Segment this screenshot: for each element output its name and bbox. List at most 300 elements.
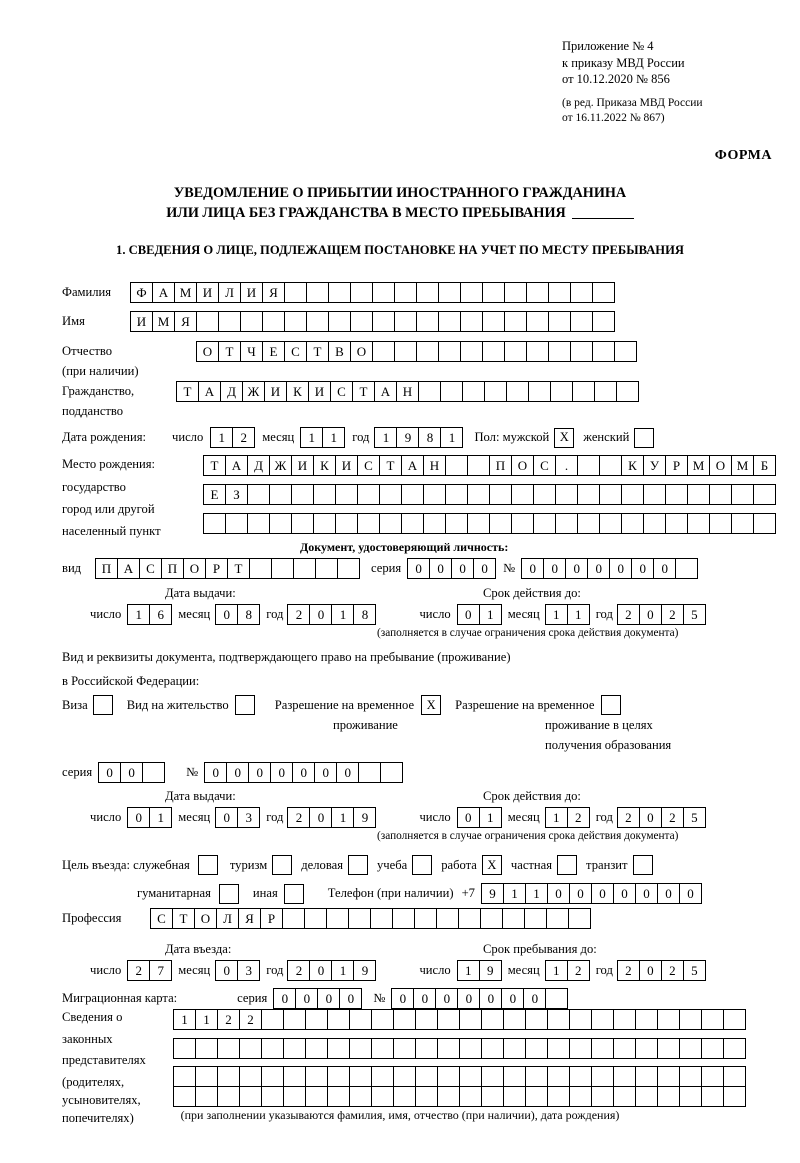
char-cell[interactable] <box>293 558 316 579</box>
char-cell[interactable] <box>305 1038 328 1059</box>
char-cell[interactable] <box>459 1086 482 1107</box>
char-cell[interactable] <box>305 1066 328 1087</box>
char-cell[interactable] <box>239 1066 262 1087</box>
char-cell[interactable] <box>348 908 371 929</box>
char-cell[interactable]: 1 <box>331 960 354 981</box>
char-cell[interactable]: 0 <box>273 988 296 1009</box>
char-cell[interactable] <box>423 484 446 505</box>
char-cell[interactable] <box>482 311 505 332</box>
char-cell[interactable] <box>591 1086 614 1107</box>
char-cell[interactable]: 0 <box>309 604 332 625</box>
char-cell[interactable] <box>370 908 393 929</box>
char-cell[interactable]: П <box>161 558 184 579</box>
char-cell[interactable]: И <box>240 282 263 303</box>
char-cell[interactable] <box>225 513 248 534</box>
char-cell[interactable]: В <box>328 341 351 362</box>
char-cell[interactable]: С <box>357 455 380 476</box>
char-cell[interactable]: 1 <box>331 604 354 625</box>
char-cell[interactable] <box>524 908 547 929</box>
char-cell[interactable] <box>304 908 327 929</box>
char-cell[interactable] <box>480 908 503 929</box>
citizenship-input[interactable] <box>176 381 638 402</box>
char-cell[interactable]: 0 <box>309 960 332 981</box>
char-cell[interactable]: 0 <box>215 960 238 981</box>
char-cell[interactable] <box>599 513 622 534</box>
char-cell[interactable]: 1 <box>331 807 354 828</box>
char-cell[interactable]: И <box>130 311 153 332</box>
char-cell[interactable] <box>545 988 568 1009</box>
char-cell[interactable] <box>503 1038 526 1059</box>
char-cell[interactable]: 0 <box>613 883 636 904</box>
char-cell[interactable] <box>283 1009 306 1030</box>
stay-until-year-input[interactable] <box>617 960 705 981</box>
char-cell[interactable] <box>547 1038 570 1059</box>
char-cell[interactable] <box>635 1009 658 1030</box>
id-series-input[interactable] <box>407 558 495 579</box>
char-cell[interactable]: М <box>731 455 754 476</box>
char-cell[interactable] <box>460 311 483 332</box>
char-cell[interactable] <box>592 282 615 303</box>
name-input[interactable] <box>130 311 614 332</box>
char-cell[interactable] <box>525 1086 548 1107</box>
char-cell[interactable] <box>613 1038 636 1059</box>
char-cell[interactable] <box>349 1066 372 1087</box>
char-cell[interactable] <box>358 762 381 783</box>
char-cell[interactable] <box>195 1086 218 1107</box>
char-cell[interactable]: 1 <box>440 427 463 448</box>
char-cell[interactable] <box>570 311 593 332</box>
stay-valid-day-input[interactable] <box>457 807 501 828</box>
char-cell[interactable] <box>547 1066 570 1087</box>
char-cell[interactable] <box>394 311 417 332</box>
char-cell[interactable] <box>350 282 373 303</box>
char-cell[interactable] <box>315 558 338 579</box>
char-cell[interactable] <box>570 282 593 303</box>
char-cell[interactable] <box>379 484 402 505</box>
char-cell[interactable]: 0 <box>204 762 227 783</box>
char-cell[interactable]: 0 <box>391 988 414 1009</box>
char-cell[interactable]: 1 <box>195 1009 218 1030</box>
char-cell[interactable]: Д <box>247 455 270 476</box>
char-cell[interactable] <box>196 311 219 332</box>
char-cell[interactable] <box>445 484 468 505</box>
char-cell[interactable] <box>504 282 527 303</box>
char-cell[interactable]: 0 <box>569 883 592 904</box>
char-cell[interactable]: 0 <box>413 988 436 1009</box>
char-cell[interactable]: 1 <box>300 427 323 448</box>
char-cell[interactable]: И <box>196 282 219 303</box>
char-cell[interactable] <box>679 1066 702 1087</box>
char-cell[interactable]: 0 <box>120 762 143 783</box>
char-cell[interactable]: 0 <box>501 988 524 1009</box>
char-cell[interactable]: 0 <box>292 762 315 783</box>
char-cell[interactable]: О <box>183 558 206 579</box>
char-cell[interactable]: Ж <box>242 381 265 402</box>
char-cell[interactable]: 5 <box>683 960 706 981</box>
char-cell[interactable]: Р <box>260 908 283 929</box>
char-cell[interactable] <box>526 311 549 332</box>
char-cell[interactable] <box>621 513 644 534</box>
char-cell[interactable]: О <box>196 341 219 362</box>
char-cell[interactable] <box>371 1086 394 1107</box>
char-cell[interactable]: . <box>555 455 578 476</box>
char-cell[interactable]: 7 <box>149 960 172 981</box>
char-cell[interactable]: 0 <box>457 988 480 1009</box>
char-cell[interactable]: 0 <box>543 558 566 579</box>
char-cell[interactable]: 2 <box>661 604 684 625</box>
char-cell[interactable] <box>337 558 360 579</box>
sex-female-checkbox[interactable] <box>634 428 654 448</box>
char-cell[interactable]: 0 <box>523 988 546 1009</box>
char-cell[interactable] <box>327 1009 350 1030</box>
char-cell[interactable] <box>261 1066 284 1087</box>
char-cell[interactable] <box>261 1009 284 1030</box>
char-cell[interactable] <box>416 341 439 362</box>
char-cell[interactable] <box>283 1066 306 1087</box>
char-cell[interactable] <box>313 484 336 505</box>
char-cell[interactable] <box>548 311 571 332</box>
char-cell[interactable]: 0 <box>270 762 293 783</box>
char-cell[interactable]: О <box>194 908 217 929</box>
char-cell[interactable] <box>327 1066 350 1087</box>
char-cell[interactable] <box>506 381 529 402</box>
char-cell[interactable]: С <box>284 341 307 362</box>
char-cell[interactable]: 9 <box>481 883 504 904</box>
birth-month-input[interactable] <box>300 427 344 448</box>
char-cell[interactable] <box>217 1038 240 1059</box>
id-valid-year-input[interactable] <box>617 604 705 625</box>
char-cell[interactable]: О <box>709 455 732 476</box>
char-cell[interactable] <box>271 558 294 579</box>
char-cell[interactable]: А <box>374 381 397 402</box>
char-cell[interactable]: 2 <box>661 960 684 981</box>
temp-residence-checkbox[interactable]: Х <box>421 695 441 715</box>
char-cell[interactable]: П <box>489 455 512 476</box>
char-cell[interactable] <box>592 341 615 362</box>
char-cell[interactable] <box>357 513 380 534</box>
char-cell[interactable] <box>173 1086 196 1107</box>
char-cell[interactable] <box>394 341 417 362</box>
char-cell[interactable]: Б <box>753 455 776 476</box>
char-cell[interactable]: 2 <box>287 960 310 981</box>
char-cell[interactable]: 2 <box>287 604 310 625</box>
char-cell[interactable]: Н <box>423 455 446 476</box>
char-cell[interactable]: Ф <box>130 282 153 303</box>
char-cell[interactable] <box>437 1009 460 1030</box>
profession-input[interactable] <box>150 908 590 929</box>
char-cell[interactable] <box>313 513 336 534</box>
char-cell[interactable] <box>350 311 373 332</box>
char-cell[interactable]: Т <box>352 381 375 402</box>
char-cell[interactable] <box>679 1009 702 1030</box>
char-cell[interactable]: 9 <box>479 960 502 981</box>
char-cell[interactable] <box>550 381 573 402</box>
char-cell[interactable] <box>503 1086 526 1107</box>
char-cell[interactable] <box>282 908 305 929</box>
stay-issue-day-input[interactable] <box>127 807 171 828</box>
char-cell[interactable] <box>547 1086 570 1107</box>
char-cell[interactable]: Ж <box>269 455 292 476</box>
surname-input[interactable] <box>130 282 614 303</box>
char-cell[interactable] <box>284 282 307 303</box>
char-cell[interactable] <box>635 1066 658 1087</box>
char-cell[interactable] <box>616 381 639 402</box>
char-cell[interactable]: Ч <box>240 341 263 362</box>
char-cell[interactable] <box>481 1038 504 1059</box>
migration-series-input[interactable] <box>273 988 361 1009</box>
char-cell[interactable] <box>504 311 527 332</box>
char-cell[interactable] <box>306 282 329 303</box>
char-cell[interactable] <box>679 1086 702 1107</box>
char-cell[interactable]: 0 <box>309 807 332 828</box>
char-cell[interactable] <box>731 513 754 534</box>
char-cell[interactable]: 0 <box>473 558 496 579</box>
char-cell[interactable] <box>701 1086 724 1107</box>
char-cell[interactable] <box>577 513 600 534</box>
char-cell[interactable] <box>392 908 415 929</box>
char-cell[interactable]: Н <box>396 381 419 402</box>
char-cell[interactable] <box>460 282 483 303</box>
char-cell[interactable] <box>548 341 571 362</box>
char-cell[interactable]: 2 <box>617 960 640 981</box>
char-cell[interactable] <box>502 908 525 929</box>
char-cell[interactable]: Р <box>665 455 688 476</box>
char-cell[interactable]: 0 <box>429 558 452 579</box>
char-cell[interactable] <box>533 484 556 505</box>
purpose-work-checkbox[interactable]: Х <box>482 855 502 875</box>
char-cell[interactable] <box>262 311 285 332</box>
char-cell[interactable]: Я <box>238 908 261 929</box>
char-cell[interactable] <box>723 1066 746 1087</box>
char-cell[interactable] <box>371 1038 394 1059</box>
char-cell[interactable]: 1 <box>525 883 548 904</box>
char-cell[interactable] <box>372 341 395 362</box>
char-cell[interactable] <box>570 341 593 362</box>
char-cell[interactable] <box>591 1009 614 1030</box>
char-cell[interactable]: 9 <box>353 807 376 828</box>
char-cell[interactable]: 1 <box>457 960 480 981</box>
char-cell[interactable] <box>371 1009 394 1030</box>
char-cell[interactable] <box>415 1009 438 1030</box>
char-cell[interactable] <box>481 1086 504 1107</box>
char-cell[interactable] <box>569 1066 592 1087</box>
legal-reps-line-2-input[interactable] <box>173 1038 745 1059</box>
char-cell[interactable] <box>467 455 490 476</box>
stay-valid-year-input[interactable] <box>617 807 705 828</box>
char-cell[interactable] <box>657 1038 680 1059</box>
char-cell[interactable]: 9 <box>396 427 419 448</box>
char-cell[interactable]: А <box>401 455 424 476</box>
char-cell[interactable]: 0 <box>98 762 121 783</box>
char-cell[interactable]: 6 <box>149 604 172 625</box>
char-cell[interactable]: 2 <box>217 1009 240 1030</box>
char-cell[interactable] <box>687 484 710 505</box>
char-cell[interactable]: 5 <box>683 807 706 828</box>
char-cell[interactable] <box>217 1066 240 1087</box>
char-cell[interactable] <box>440 381 463 402</box>
char-cell[interactable] <box>327 1038 350 1059</box>
char-cell[interactable]: А <box>152 282 175 303</box>
patronymic-input[interactable] <box>196 341 636 362</box>
char-cell[interactable] <box>675 558 698 579</box>
char-cell[interactable] <box>142 762 165 783</box>
char-cell[interactable]: 0 <box>609 558 632 579</box>
char-cell[interactable] <box>665 513 688 534</box>
char-cell[interactable] <box>305 1009 328 1030</box>
char-cell[interactable]: 0 <box>631 558 654 579</box>
stay-valid-month-input[interactable] <box>545 807 589 828</box>
char-cell[interactable]: З <box>225 484 248 505</box>
char-cell[interactable]: С <box>139 558 162 579</box>
char-cell[interactable]: П <box>95 558 118 579</box>
char-cell[interactable] <box>482 282 505 303</box>
char-cell[interactable] <box>418 381 441 402</box>
char-cell[interactable]: 2 <box>661 807 684 828</box>
char-cell[interactable] <box>528 381 551 402</box>
char-cell[interactable] <box>195 1066 218 1087</box>
birth-place-line-2-input[interactable] <box>203 484 775 505</box>
char-cell[interactable] <box>415 1066 438 1087</box>
char-cell[interactable] <box>372 282 395 303</box>
char-cell[interactable]: И <box>291 455 314 476</box>
char-cell[interactable]: 9 <box>353 960 376 981</box>
char-cell[interactable]: С <box>533 455 556 476</box>
char-cell[interactable] <box>269 484 292 505</box>
char-cell[interactable]: А <box>198 381 221 402</box>
stay-issue-year-input[interactable] <box>287 807 375 828</box>
char-cell[interactable] <box>533 513 556 534</box>
char-cell[interactable]: 1 <box>479 807 502 828</box>
stay-until-day-input[interactable] <box>457 960 501 981</box>
char-cell[interactable]: М <box>152 311 175 332</box>
char-cell[interactable]: 0 <box>215 604 238 625</box>
char-cell[interactable] <box>460 341 483 362</box>
char-cell[interactable]: М <box>687 455 710 476</box>
char-cell[interactable] <box>723 1009 746 1030</box>
char-cell[interactable] <box>401 484 424 505</box>
char-cell[interactable] <box>438 282 461 303</box>
char-cell[interactable]: 8 <box>418 427 441 448</box>
char-cell[interactable]: И <box>308 381 331 402</box>
entry-day-input[interactable] <box>127 960 171 981</box>
char-cell[interactable] <box>239 1086 262 1107</box>
char-cell[interactable]: Л <box>216 908 239 929</box>
char-cell[interactable]: 0 <box>657 883 680 904</box>
char-cell[interactable] <box>555 484 578 505</box>
char-cell[interactable]: К <box>286 381 309 402</box>
char-cell[interactable] <box>592 311 615 332</box>
char-cell[interactable] <box>709 484 732 505</box>
char-cell[interactable] <box>657 1066 680 1087</box>
char-cell[interactable] <box>393 1086 416 1107</box>
birth-day-input[interactable] <box>210 427 254 448</box>
char-cell[interactable]: 0 <box>435 988 458 1009</box>
char-cell[interactable] <box>328 311 351 332</box>
entry-year-input[interactable] <box>287 960 375 981</box>
char-cell[interactable] <box>503 1066 526 1087</box>
char-cell[interactable]: 2 <box>127 960 150 981</box>
char-cell[interactable] <box>503 1009 526 1030</box>
char-cell[interactable]: 2 <box>239 1009 262 1030</box>
id-valid-day-input[interactable] <box>457 604 501 625</box>
char-cell[interactable]: И <box>264 381 287 402</box>
char-cell[interactable]: 5 <box>683 604 706 625</box>
char-cell[interactable] <box>415 1038 438 1059</box>
char-cell[interactable] <box>679 1038 702 1059</box>
char-cell[interactable]: О <box>511 455 534 476</box>
char-cell[interactable]: 0 <box>521 558 544 579</box>
char-cell[interactable]: 0 <box>639 960 662 981</box>
char-cell[interactable] <box>753 513 776 534</box>
char-cell[interactable] <box>380 762 403 783</box>
char-cell[interactable]: 0 <box>653 558 676 579</box>
char-cell[interactable] <box>462 381 485 402</box>
char-cell[interactable] <box>547 1009 570 1030</box>
char-cell[interactable]: 0 <box>314 762 337 783</box>
char-cell[interactable] <box>459 1066 482 1087</box>
char-cell[interactable] <box>481 1009 504 1030</box>
char-cell[interactable] <box>291 513 314 534</box>
char-cell[interactable] <box>613 1086 636 1107</box>
char-cell[interactable]: 0 <box>565 558 588 579</box>
id-issue-day-input[interactable] <box>127 604 171 625</box>
char-cell[interactable] <box>436 908 459 929</box>
purpose-humanitarian-checkbox[interactable] <box>219 884 239 904</box>
char-cell[interactable] <box>635 1038 658 1059</box>
char-cell[interactable]: 3 <box>237 960 260 981</box>
char-cell[interactable] <box>240 311 263 332</box>
purpose-tourism-checkbox[interactable] <box>272 855 292 875</box>
char-cell[interactable] <box>731 484 754 505</box>
char-cell[interactable] <box>371 1066 394 1087</box>
char-cell[interactable]: 1 <box>545 807 568 828</box>
char-cell[interactable] <box>437 1086 460 1107</box>
char-cell[interactable]: 0 <box>339 988 362 1009</box>
char-cell[interactable] <box>217 1086 240 1107</box>
char-cell[interactable] <box>195 1038 218 1059</box>
char-cell[interactable] <box>484 381 507 402</box>
char-cell[interactable] <box>599 455 622 476</box>
char-cell[interactable]: 0 <box>457 807 480 828</box>
char-cell[interactable] <box>393 1066 416 1087</box>
char-cell[interactable] <box>525 1009 548 1030</box>
char-cell[interactable]: 1 <box>322 427 345 448</box>
char-cell[interactable]: К <box>621 455 644 476</box>
char-cell[interactable] <box>357 484 380 505</box>
char-cell[interactable] <box>467 484 490 505</box>
id-issue-month-input[interactable] <box>215 604 259 625</box>
birth-place-line-3-input[interactable] <box>203 513 775 534</box>
char-cell[interactable] <box>594 381 617 402</box>
char-cell[interactable] <box>568 908 591 929</box>
char-cell[interactable]: 0 <box>547 883 570 904</box>
char-cell[interactable] <box>326 908 349 929</box>
char-cell[interactable]: О <box>350 341 373 362</box>
char-cell[interactable]: Е <box>203 484 226 505</box>
char-cell[interactable] <box>416 282 439 303</box>
char-cell[interactable]: К <box>313 455 336 476</box>
char-cell[interactable]: 2 <box>617 604 640 625</box>
residence-permit-checkbox[interactable] <box>235 695 255 715</box>
char-cell[interactable]: 0 <box>635 883 658 904</box>
legal-reps-line-3-input[interactable] <box>173 1066 745 1087</box>
char-cell[interactable] <box>445 455 468 476</box>
char-cell[interactable]: 2 <box>232 427 255 448</box>
char-cell[interactable] <box>548 282 571 303</box>
stay-series-input[interactable] <box>98 762 164 783</box>
char-cell[interactable] <box>328 282 351 303</box>
char-cell[interactable] <box>614 341 637 362</box>
